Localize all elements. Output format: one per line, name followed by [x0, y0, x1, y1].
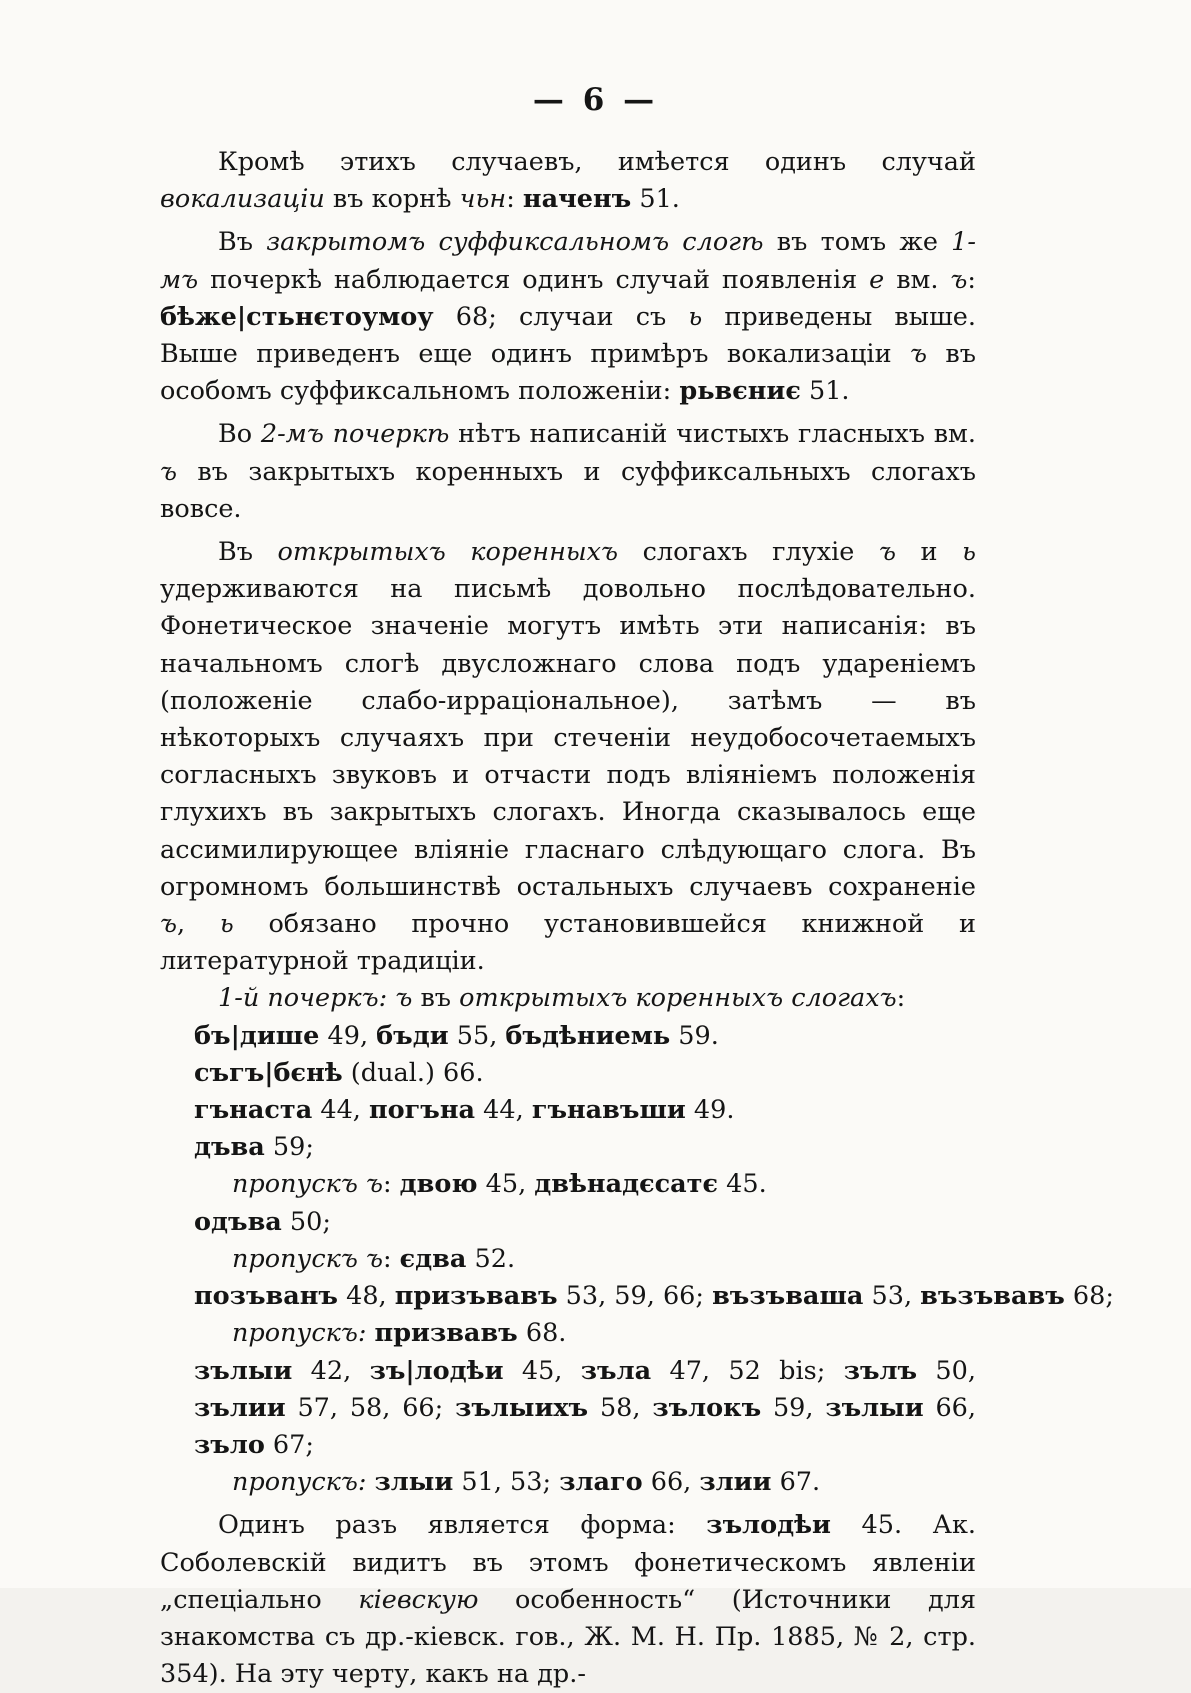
example-line: одъва 50; — [194, 1206, 331, 1237]
example-line: съгъ|бєнѣ (dual.) 66. — [194, 1057, 484, 1088]
paragraph-second-hand: Во 2-мъ почеркѣ нѣтъ написаній чистыхъ гласныхъ вм. ъ въ закрытыхъ коренныхъ и суффиксальныхъ слогахъ вовсе. — [160, 419, 976, 524]
paragraph-open-root-syllables: Въ открытыхъ коренныхъ слогахъ глухіе ъ и ь удерживаются на письмѣ довольно послѣдовательно. Фонетическое значеніе могутъ имѣть эти написанія: въ начальномъ слогѣ двусложнаго слова подъ удареніемъ (положеніе слабо-ирраціональное), затѣмъ — въ нѣкоторыхъ случаяхъ при стеченіи неудобосочетаемыхъ согласныхъ звуковъ и отчасти подъ вліяніемъ положенія глухихъ въ закрытыхъ слогахъ. Иногда сказывалось еще ассимилирующее вліяніе гласнаго слѣдующаго слога. Въ огромномъ большинствѣ остальныхъ случаевъ сохраненіе ъ, ь обязано прочно установившейся книжной и литературной традиціи. — [160, 537, 976, 977]
example-line-wrapped: зълыи 42, зъ|лодѣи 45, зъла 47, 52 bis; зълъ 50, зълии 57, 58, 66; зълыихъ 58, зълокъ 59, зълыи 66, зъло 67; — [194, 1355, 977, 1460]
example-omission-line: пропускъ: призвавъ 68. — [232, 1318, 567, 1349]
body-text — [160, 144, 1114, 1693]
example-line: дъва 59; — [194, 1132, 314, 1163]
paragraph-vocalization-root: Кромѣ этихъ случаевъ, имѣется одинъ случай вокализаціи въ корнѣ чьн: наченъ 51. — [160, 147, 976, 215]
example-omission-line: пропускъ: злыи 51, 53; злаго 66, злии 67. — [232, 1467, 821, 1498]
paragraph-sobolevsky: Одинъ разъ является форма: зълодѣи 45. Ак. Соболевскій видитъ въ этомъ фонетическомъ явленіи „спеціально кіевскую особенность“ (Источники для знакомства съ др.-кіевск. гов., Ж. М. Н. Пр. 1885, № 2, стр. 354). На эту черту, какъ на др.- — [160, 1510, 977, 1690]
example-line: бъ|дише 49, бъди 55, бъдѣниемь 59. — [194, 1020, 719, 1051]
paragraph-closed-suffix-syllable: Въ закрытомъ суффиксальномъ слогѣ въ томъ же 1-мъ почеркѣ наблюдается одинъ случай появленія е вм. ъ: бѣже|стьнєтоумоу 68; случаи съ ь приведены выше. Выше приведенъ еще одинъ примѣръ вокализаціи ъ въ особомъ суффиксальномъ положеніи: рьвєниє 51. — [160, 227, 977, 407]
example-omission-line: пропускъ ъ: єдва 52. — [232, 1243, 516, 1274]
example-omission-line: пропускъ ъ: двою 45, двѣнадєсатє 45. — [232, 1169, 767, 1200]
section-heading: 1-й почеркъ: ъ въ открытыхъ коренныхъ слогахъ: — [218, 983, 906, 1014]
example-line: позъванъ 48, призъвавъ 53, 59, 66; възъваша 53, възъвавъ 68; — [194, 1281, 1114, 1312]
example-line: гънаста 44, погъна 44, гънавъши 49. — [194, 1095, 735, 1126]
page-number: — 6 — — [532, 82, 659, 118]
